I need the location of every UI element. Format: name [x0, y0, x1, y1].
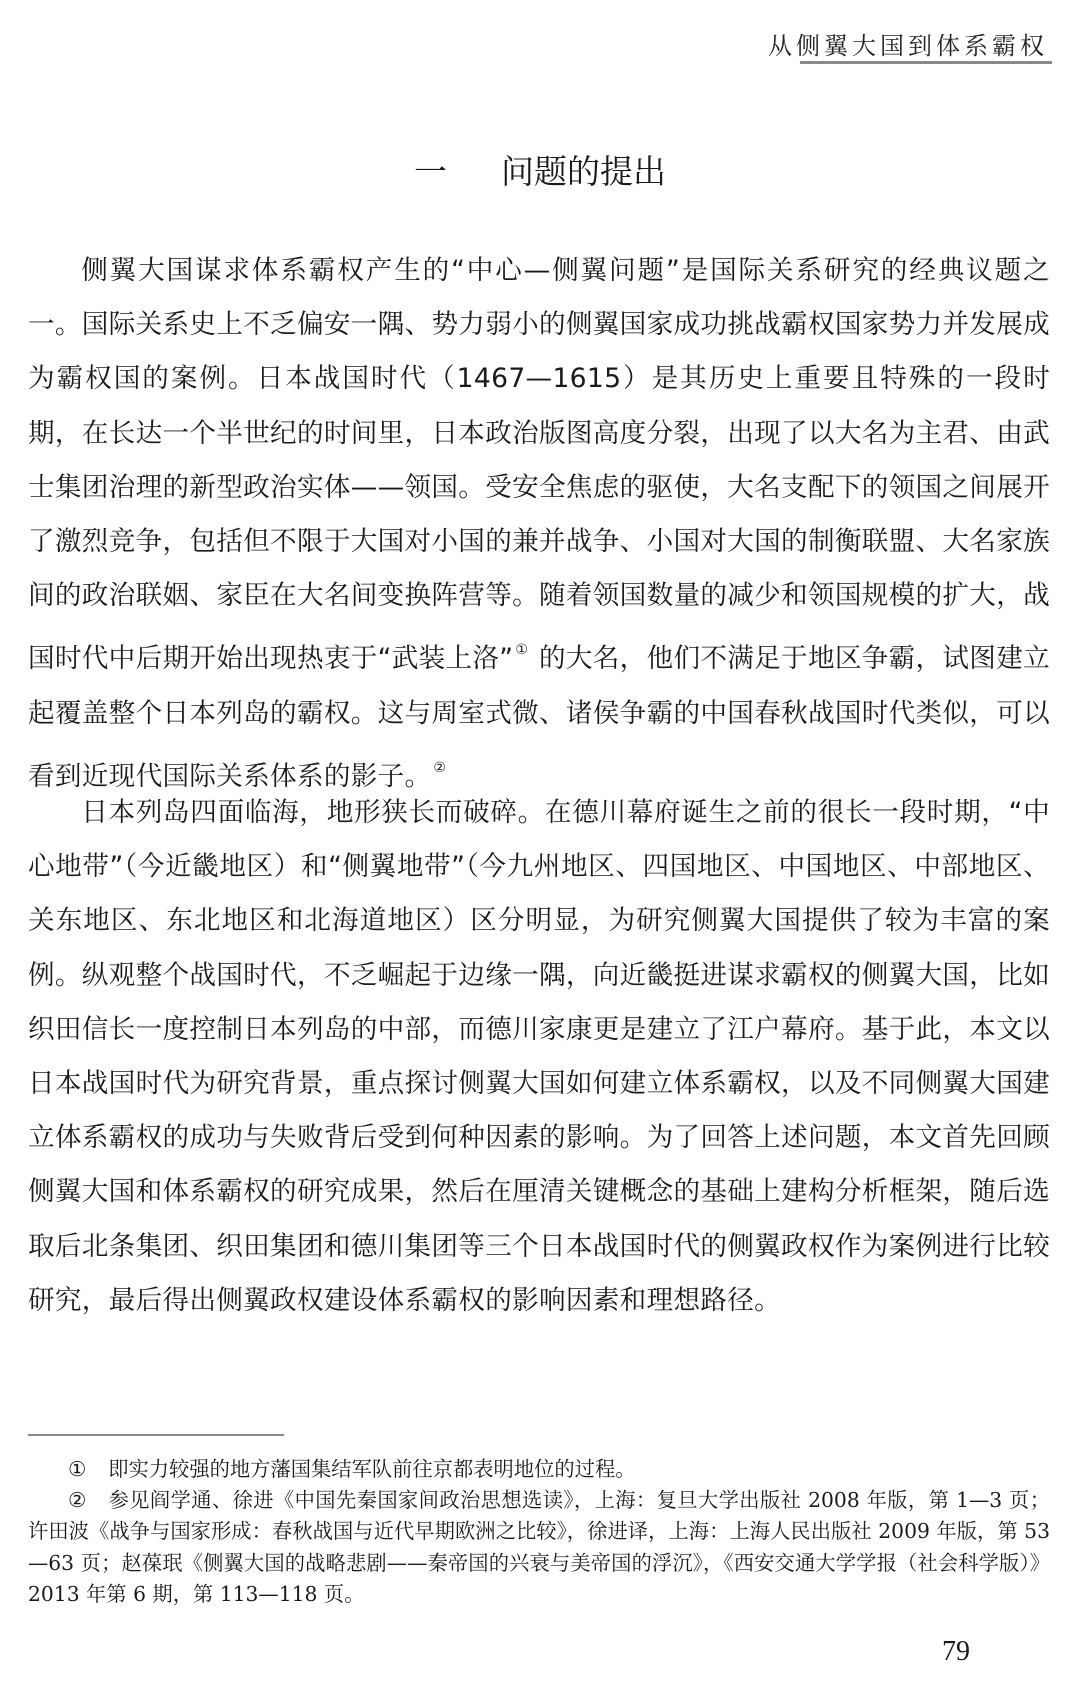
- footnote-divider: [28, 1434, 284, 1436]
- header-rule: [800, 61, 1052, 64]
- footnote-1: [28, 1454, 1050, 1485]
- footnote-2: [28, 1485, 1050, 1610]
- footnotes: [28, 1454, 1050, 1610]
- footnote-ref-2[interactable]: ②: [433, 759, 447, 776]
- footnote-1-text: 即实力较强的地方藩国集结军队前往京都表明地位的过程。: [108, 1457, 636, 1481]
- page-number: 79: [942, 1636, 970, 1667]
- section-number: 一: [414, 152, 447, 191]
- footnote-1-mark: ①: [68, 1457, 87, 1481]
- footnote-ref-1[interactable]: ①: [515, 642, 529, 659]
- running-header: 从侧翼大国到体系霸权: [768, 32, 1048, 60]
- paragraph-1: [28, 244, 1050, 804]
- footnote-2-mark: ②: [68, 1488, 87, 1513]
- section-title: [0, 146, 1080, 193]
- footnote-2-text: 参见阎学通、徐进《中国先秦国家间政治思想选读》，上海：复旦大学出版社 2008 年版，第 1—3 页；许田波《战争与国家形成：春秋战国与近代早期欧洲之比较》，徐进译，上海：上海人民出版社 2009 年版，第 53—63 页；赵葆珉《侧翼大国的战略悲剧——秦帝国的兴衰与美帝国的浮沉》，《西安交通大学学报（社会科学版）》2013 年第 6 期，第 113—118 页。: [28, 1488, 1050, 1606]
- paragraph-1-text-a: 侧翼大国谋求体系霸权产生的“中心—侧翼问题”是国际关系研究的经典议题之一。国际关系史上不乏偏安一隅、势力弱小的侧翼国家成功挑战霸权国家势力并发展成为霸权国的案例。日本战国时代（1467—1615）是其历史上重要且特殊的一段时期，在长达一个半世纪的时间里，日本政治版图高度分裂，出现了以大名为主君、由武士集团治理的新型政治实体——领国。受安全焦虑的驱使，大名支配下的领国之间展开了激烈竞争，包括但不限于大国对小国的兼并战争、小国对大国的制衡联盟、大名家族间的政治联姻、家臣在大名间变换阵营等。随着领国数量的减少和领国规模的扩大，战国时代中后期开始出现热衷于“武装上洛”: [28, 255, 1050, 675]
- section-title-text: 问题的提出: [501, 152, 666, 191]
- paragraph-1-text-b: 的大名，他们不满足于地区争霸，试图建立起覆盖整个日本列岛的霸权。这与周室式微、诸侯争霸的中国春秋战国时代类似，可以看到近现代国际关系体系的影子。: [28, 643, 1050, 792]
- paragraph-2: [28, 786, 1050, 1328]
- paragraph-2-text: 日本列岛四面临海，地形狭长而破碎。在德川幕府诞生之前的很长一段时期，“中心地带”（今近畿地区）和“侧翼地带”（今九州地区、四国地区、中国地区、中部地区、关东地区、东北地区和北海道地区）区分明显，为研究侧翼大国提供了较为丰富的案例。纵观整个战国时代，不乏崛起于边缘一隅，向近畿挺进谋求霸权的侧翼大国，比如织田信长一度控制日本列岛的中部，而德川家康更是建立了江户幕府。基于此，本文以日本战国时代为研究背景，重点探讨侧翼大国如何建立体系霸权，以及不同侧翼大国建立体系霸权的成功与失败背后受到何种因素的影响。为了回答上述问题，本文首先回顾侧翼大国和体系霸权的研究成果，然后在厘清关键概念的基础上建构分析框架，随后选取后北条集团、织田集团和德川集团等三个日本战国时代的侧翼政权作为案例进行比较研究，最后得出侧翼政权建设体系霸权的影响因素和理想路径。: [28, 797, 1050, 1316]
